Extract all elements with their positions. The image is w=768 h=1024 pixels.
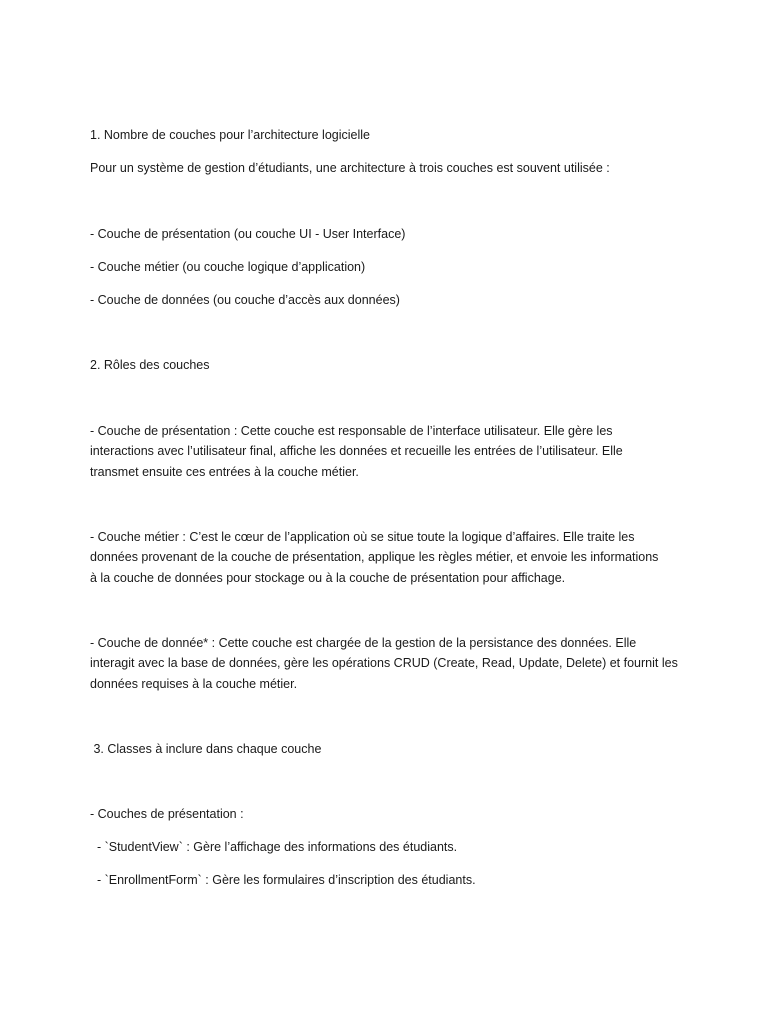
section2-metier-line-2: données provenant de la couche de présentation, applique les règles métier, et envoie les informations	[90, 550, 659, 564]
section2-metier-line-3: à la couche de données pour stockage ou à la couche de présentation pour affichage.	[90, 571, 566, 585]
section2-donnees-line-3: données requises à la couche métier.	[90, 677, 298, 691]
section2-donnees-line-2: interagit avec la base de données, gère les opérations CRUD (Create, Read, Update, Delete) et fournit les	[90, 656, 678, 670]
section2-presentation-line-3: transmet ensuite ces entrées à la couche métier.	[90, 465, 359, 479]
section2-metier-line-1: - Couche métier : C’est le cœur de l’application où se situe toute la logique d’affaires. Elle traite les	[90, 530, 635, 544]
section1-item-presentation: - Couche de présentation (ou couche UI - User Interface)	[90, 227, 406, 241]
section2-presentation-line-2: interactions avec l’utilisateur final, affiche les données et recueille les entrées de l’utilisateur. Elle	[90, 444, 623, 458]
section3-subheading: - Couches de présentation :	[90, 807, 244, 821]
section2-donnees-line-1: - Couche de donnée* : Cette couche est chargée de la gestion de la persistance des données. Elle	[90, 636, 637, 650]
section1-item-metier: - Couche métier (ou couche logique d’application)	[90, 260, 366, 274]
section3-item-studentview: - `StudentView` : Gère l’affichage des informations des étudiants.	[90, 840, 458, 854]
section3-item-enrollmentform: - `EnrollmentForm` : Gère les formulaires d’inscription des étudiants.	[90, 873, 476, 887]
section1-heading: 1. Nombre de couches pour l’architecture logicielle	[90, 128, 371, 142]
section2-presentation-line-1: - Couche de présentation : Cette couche est responsable de l’interface utilisateur. Elle gère les	[90, 424, 613, 438]
section1-intro: Pour un système de gestion d’étudiants, une architecture à trois couches est souvent utilisée :	[90, 161, 610, 175]
section2-heading: 2. Rôles des couches	[90, 358, 210, 372]
section1-item-donnees: - Couche de données (ou couche d’accès aux données)	[90, 293, 400, 307]
section3-heading: 3. Classes à inclure dans chaque couche	[90, 742, 322, 756]
